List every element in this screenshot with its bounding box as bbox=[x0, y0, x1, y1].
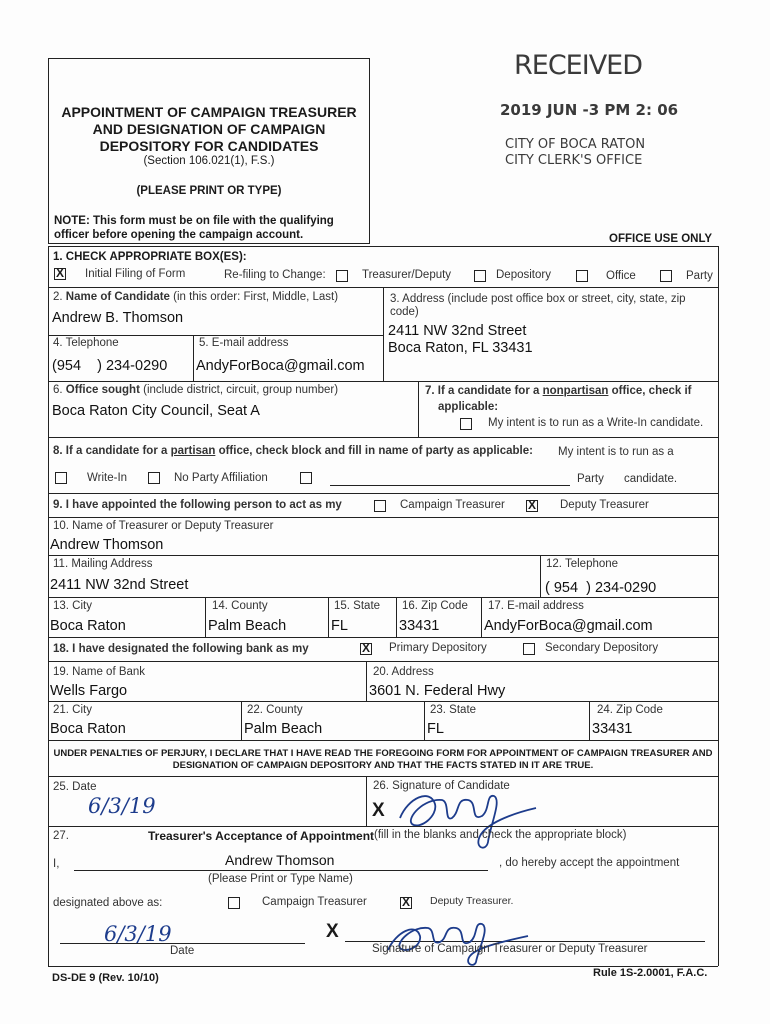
s8-label-c: office, check block and fill in name of party as applicable: bbox=[218, 445, 533, 457]
treasurer-signature-x: X bbox=[326, 921, 339, 942]
write-in-checkbox[interactable] bbox=[55, 472, 67, 484]
bank-county-value[interactable]: Palm Beach bbox=[244, 721, 323, 737]
form-line bbox=[48, 381, 718, 382]
form-line bbox=[589, 701, 590, 740]
candidate-date-value[interactable]: 6/3/19 bbox=[88, 794, 156, 818]
s2-label-bold: Name of Candidate bbox=[65, 291, 170, 303]
deputy-treasurer-checkbox[interactable]: X bbox=[527, 498, 536, 512]
s2-label-num: 2. bbox=[53, 291, 63, 303]
form-line bbox=[48, 437, 718, 438]
s27-accept: , do hereby accept the appointment bbox=[499, 857, 680, 869]
s27-i: I, bbox=[53, 858, 60, 870]
s19-label: 19. Name of Bank bbox=[53, 666, 146, 678]
form-line bbox=[383, 287, 384, 381]
s8-label-u: partisan bbox=[170, 445, 216, 457]
s18-label: 18. I have designated the following bank as my bbox=[53, 643, 309, 655]
form-line bbox=[193, 335, 194, 381]
deputy-treasurer-label: Deputy Treasurer bbox=[560, 499, 649, 511]
s6-label-rest: (include district, circuit, group number) bbox=[143, 384, 339, 396]
office-sought-value[interactable]: Boca Raton City Council, Seat A bbox=[52, 403, 260, 419]
s8-label-a: 8. If a candidate for a bbox=[53, 445, 168, 457]
form-line bbox=[481, 597, 482, 637]
s8-label bbox=[53, 445, 533, 457]
s6-label-bold: Office sought bbox=[65, 384, 140, 396]
refiling-label: Re-filing to Change: bbox=[224, 269, 326, 281]
form-line bbox=[540, 555, 541, 597]
s16-label: 16. Zip Code bbox=[402, 600, 468, 612]
party-label: Party bbox=[577, 473, 604, 485]
bank-name-value[interactable]: Wells Fargo bbox=[50, 683, 128, 699]
s20-label: 20. Address bbox=[373, 666, 434, 678]
treasurer-zip-value[interactable]: 33431 bbox=[399, 618, 440, 634]
form-line bbox=[48, 701, 718, 702]
s21-label: 21. City bbox=[53, 704, 92, 716]
write-in-intent-checkbox[interactable] bbox=[460, 418, 472, 430]
s13-label: 13. City bbox=[53, 600, 92, 612]
form-title-line1: APPOINTMENT OF CAMPAIGN TREASURER bbox=[61, 104, 357, 120]
s27-print: (Please Print or Type Name) bbox=[208, 873, 353, 885]
s7-label-c: office, check if bbox=[611, 385, 692, 397]
acceptance-name-line bbox=[74, 870, 488, 871]
form-line bbox=[241, 701, 242, 740]
secondary-depository-checkbox[interactable] bbox=[523, 643, 535, 655]
s10-label: 10. Name of Treasurer or Deputy Treasurer bbox=[53, 520, 274, 532]
depository-label: Depository bbox=[496, 269, 551, 281]
form-note-line2: officer before opening the campaign account. bbox=[54, 229, 304, 241]
s7-label-line2: applicable: bbox=[438, 401, 499, 413]
party-name-field[interactable] bbox=[330, 485, 570, 486]
s7-label-u: nonpartisan bbox=[542, 385, 609, 397]
form-line bbox=[48, 637, 718, 638]
form-line bbox=[366, 661, 367, 701]
candidate-telephone-value[interactable]: (954 ) 234-0290 bbox=[52, 358, 168, 374]
received-stamp-date: 2019 JUN -3 PM 2: 06 bbox=[500, 101, 679, 119]
form-line bbox=[48, 493, 718, 494]
no-party-affiliation-checkbox[interactable] bbox=[148, 472, 160, 484]
campaign-treasurer-checkbox[interactable] bbox=[374, 500, 386, 512]
s27-designated: designated above as: bbox=[53, 897, 163, 909]
form-section: (Section 106.021(1), F.S.) bbox=[143, 155, 275, 167]
acceptance-campaign-treasurer-label: Campaign Treasurer bbox=[262, 896, 367, 908]
acceptance-campaign-treasurer-checkbox[interactable] bbox=[228, 897, 240, 909]
candidate-label: candidate. bbox=[624, 473, 678, 485]
office-label: Office bbox=[606, 270, 636, 282]
received-stamp-city: CITY OF BOCA RATON bbox=[505, 137, 646, 152]
s8-intent-label: My intent is to run as a bbox=[558, 446, 674, 458]
secondary-depository-label: Secondary Depository bbox=[545, 642, 659, 654]
depository-checkbox[interactable] bbox=[474, 270, 486, 282]
candidate-address-line1[interactable]: 2411 NW 32nd Street bbox=[388, 323, 527, 339]
form-line bbox=[396, 597, 397, 637]
perjury-statement-line2: DESIGNATION OF CAMPAIGN DEPOSITORY AND THAT THE FACTS STATED IN IT ARE TRUE. bbox=[172, 760, 594, 771]
s27-signature-label: Signature of Campaign Treasurer or Deputy Treasurer bbox=[372, 943, 648, 955]
received-stamp: RECEIVED bbox=[514, 50, 643, 81]
office-use-only: OFFICE USE ONLY bbox=[609, 233, 713, 245]
candidate-email-value[interactable]: AndyForBoca@gmail.com bbox=[196, 358, 365, 374]
s11-label: 11. Mailing Address bbox=[53, 558, 153, 570]
form-line bbox=[328, 597, 329, 637]
s7-label-a: 7. If a candidate for a bbox=[425, 385, 540, 397]
treasurer-telephone-value[interactable]: ( 954 ) 234-0290 bbox=[545, 580, 657, 596]
s6-label bbox=[53, 384, 338, 396]
treasurer-county-value[interactable]: Palm Beach bbox=[208, 618, 287, 634]
form-title-line2: AND DESIGNATION OF CAMPAIGN bbox=[92, 121, 326, 137]
candidate-name-value[interactable]: Andrew B. Thomson bbox=[52, 310, 184, 326]
candidate-signature-x: X bbox=[372, 800, 385, 821]
s27-title: Treasurer's Acceptance of Appointment bbox=[148, 829, 375, 843]
s3-label-line1: 3. Address (include post office box or street, city, state, zip bbox=[390, 293, 686, 305]
treasurer-state-value[interactable]: FL bbox=[331, 618, 348, 634]
acceptance-date-value[interactable]: 6/3/19 bbox=[104, 922, 172, 946]
s1-label: 1. CHECK APPROPRIATE BOX(ES): bbox=[53, 251, 247, 263]
bank-address-value[interactable]: 3601 N. Federal Hwy bbox=[369, 683, 506, 699]
bank-city-value[interactable]: Boca Raton bbox=[50, 721, 126, 737]
form-line bbox=[424, 701, 425, 740]
bank-zip-value[interactable]: 33431 bbox=[592, 721, 633, 737]
initial-filing-checkbox[interactable]: X bbox=[55, 266, 64, 280]
form-print-instruction: (PLEASE PRINT OR TYPE) bbox=[136, 185, 282, 197]
s27-date-label: Date bbox=[170, 945, 195, 957]
s26-label: 26. Signature of Candidate bbox=[373, 780, 510, 792]
form-number: DS-DE 9 (Rev. 10/10) bbox=[52, 972, 159, 984]
s2-label bbox=[53, 291, 338, 303]
s4-label: 4. Telephone bbox=[53, 337, 119, 349]
s15-label: 15. State bbox=[334, 600, 381, 612]
s24-label: 24. Zip Code bbox=[597, 704, 663, 716]
treasurer-name-value[interactable]: Andrew Thomson bbox=[50, 537, 164, 553]
initial-filing-label: Initial Filing of Form bbox=[85, 268, 186, 280]
party-checkbox[interactable] bbox=[660, 270, 672, 282]
form-line bbox=[48, 246, 49, 966]
form-line bbox=[48, 776, 718, 777]
form-line bbox=[48, 335, 383, 336]
s14-label: 14. County bbox=[212, 600, 268, 612]
candidate-signature[interactable] bbox=[390, 778, 540, 858]
party-name-checkbox[interactable] bbox=[300, 472, 312, 484]
rule-citation: Rule 1S-2.0001, F.A.C. bbox=[593, 967, 708, 979]
form-line bbox=[48, 246, 718, 247]
treasurer-deputy-checkbox[interactable] bbox=[336, 270, 348, 282]
treasurer-address-value[interactable]: 2411 NW 32nd Street bbox=[50, 577, 189, 593]
form-line bbox=[48, 661, 718, 662]
form-line bbox=[366, 776, 367, 826]
s6-label-num: 6. bbox=[53, 384, 63, 396]
s5-label: 5. E-mail address bbox=[199, 337, 289, 349]
form-note-line1: NOTE: This form must be on file with the qualifying bbox=[54, 215, 334, 227]
s12-label: 12. Telephone bbox=[546, 558, 619, 570]
form-title-line3: DEPOSITORY FOR CANDIDATES bbox=[99, 138, 319, 154]
no-party-affiliation-label: No Party Affiliation bbox=[174, 472, 268, 484]
received-stamp-office: CITY CLERK'S OFFICE bbox=[505, 153, 643, 168]
acceptance-name-value[interactable]: Andrew Thomson bbox=[225, 852, 335, 868]
form-line bbox=[48, 517, 718, 518]
acceptance-deputy-treasurer-checkbox[interactable]: X bbox=[401, 895, 410, 909]
primary-depository-label: Primary Depository bbox=[389, 642, 487, 654]
treasurer-email-value[interactable]: AndyForBoca@gmail.com bbox=[484, 618, 653, 634]
s3-label-line2: code) bbox=[390, 306, 419, 318]
office-checkbox[interactable] bbox=[576, 270, 588, 282]
form-line bbox=[48, 740, 718, 741]
candidate-address-line2[interactable]: Boca Raton, FL 33431 bbox=[388, 340, 533, 356]
perjury-statement-line1: UNDER PENALTIES OF PERJURY, I DECLARE THAT I HAVE READ THE FOREGOING FORM FOR APPOINTMENT OF CAMPAIGN TREASURER AND bbox=[53, 748, 713, 759]
s9-label: 9. I have appointed the following person to act as my bbox=[53, 499, 342, 511]
s27-title-rest: (fill in the blanks and check the appropriate block) bbox=[374, 829, 627, 841]
primary-depository-checkbox[interactable]: X bbox=[361, 641, 370, 655]
write-in-intent-label: My intent is to run as a Write-In candidate. bbox=[488, 417, 704, 429]
treasurer-deputy-label: Treasurer/Deputy bbox=[362, 269, 452, 281]
s22-label: 22. County bbox=[247, 704, 303, 716]
treasurer-signature[interactable] bbox=[382, 908, 532, 968]
s23-label: 23. State bbox=[430, 704, 477, 716]
write-in-label: Write-In bbox=[87, 472, 128, 484]
form-line bbox=[48, 555, 718, 556]
party-label: Party bbox=[686, 270, 713, 282]
form-line bbox=[718, 246, 719, 966]
form-line bbox=[418, 381, 419, 437]
acceptance-date-line bbox=[60, 943, 305, 944]
form-line bbox=[48, 597, 718, 598]
s27-num: 27. bbox=[53, 830, 69, 842]
s25-label: 25. Date bbox=[53, 781, 97, 793]
treasurer-city-value[interactable]: Boca Raton bbox=[50, 618, 126, 634]
s17-label: 17. E-mail address bbox=[488, 600, 584, 612]
acceptance-deputy-treasurer-label: Deputy Treasurer. bbox=[430, 895, 514, 907]
bank-state-value[interactable]: FL bbox=[427, 721, 444, 737]
form-line bbox=[205, 597, 206, 637]
form-line bbox=[48, 826, 718, 827]
s7-label-line1 bbox=[425, 385, 692, 397]
campaign-treasurer-label: Campaign Treasurer bbox=[400, 499, 505, 511]
s2-label-rest: (in this order: First, Middle, Last) bbox=[173, 291, 339, 303]
